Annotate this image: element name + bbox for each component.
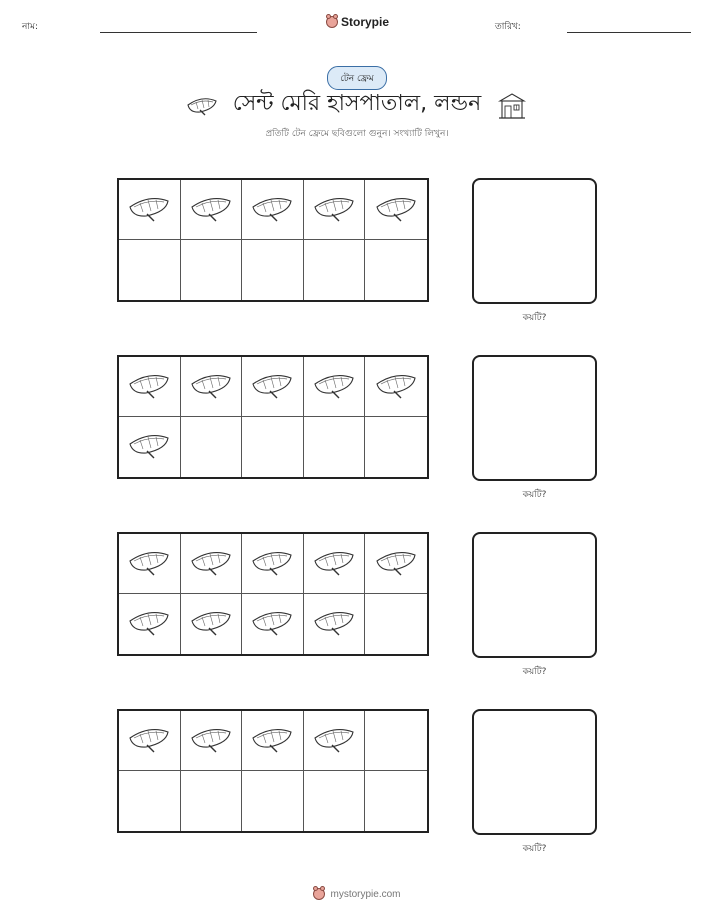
name-line[interactable] <box>100 32 257 33</box>
how-many-label: কয়টি? <box>522 844 547 854</box>
ten-frame-3 <box>117 532 429 656</box>
frame-cell <box>181 771 243 831</box>
ten-frame-2 <box>117 355 429 479</box>
rowboat-icon <box>127 608 171 640</box>
bear-icon <box>326 16 338 28</box>
name-label: নাম: <box>22 22 39 32</box>
frame-cell <box>119 771 181 831</box>
frame-cell <box>119 417 181 477</box>
answer-box-1[interactable] <box>472 178 597 304</box>
ten-frame-1 <box>117 178 429 302</box>
rowboat-icon <box>374 548 418 580</box>
rowboat-icon <box>250 371 294 403</box>
rowboat-icon <box>189 608 233 640</box>
frame-cell <box>119 357 181 417</box>
frame-cell <box>304 594 366 654</box>
page-title: সেন্ট মেরি হাসপাতাল, লন্ডন <box>232 91 482 116</box>
frame-cell <box>304 534 366 594</box>
rowboat-icon <box>250 194 294 226</box>
rowboat-icon <box>312 548 356 580</box>
hospital-building-icon <box>497 92 527 120</box>
rowboat-icon <box>250 725 294 757</box>
rowboat-icon <box>374 194 418 226</box>
rowboat-icon <box>127 725 171 757</box>
rowboat-icon <box>312 371 356 403</box>
frame-cell <box>242 240 304 300</box>
footer <box>0 888 714 900</box>
frame-cell <box>304 711 366 771</box>
rowboat-icon <box>127 371 171 403</box>
frame-cell <box>119 711 181 771</box>
frame-cell <box>242 417 304 477</box>
how-many-label: কয়টি? <box>522 490 547 500</box>
rowboat-icon <box>189 725 233 757</box>
frame-cell <box>304 357 366 417</box>
frame-cell <box>242 711 304 771</box>
answer-box-4[interactable] <box>472 709 597 835</box>
rowboat-icon <box>250 548 294 580</box>
frame-cell <box>242 357 304 417</box>
rowboat-icon <box>189 548 233 580</box>
frame-cell <box>181 357 243 417</box>
frame-cell <box>119 240 181 300</box>
frame-cell <box>242 771 304 831</box>
instructions: প্রতিটি টেন ফ্রেমে ছবিগুলো গুনুন। সংখ্যাটি লিখুন। <box>265 129 449 139</box>
frame-cell <box>242 534 304 594</box>
rowboat-icon <box>312 608 356 640</box>
bear-icon <box>313 888 325 900</box>
frame-cell <box>181 594 243 654</box>
rowboat-icon <box>189 371 233 403</box>
rowboat-icon <box>250 608 294 640</box>
frame-cell <box>119 180 181 240</box>
frame-cell <box>365 771 427 831</box>
date-label: তারিখ: <box>495 22 521 32</box>
frame-cell <box>119 594 181 654</box>
frame-cell <box>242 594 304 654</box>
frame-cell <box>365 534 427 594</box>
rowboat-icon <box>127 194 171 226</box>
storypie-logo <box>326 15 389 29</box>
frame-cell <box>304 180 366 240</box>
how-many-label: কয়টি? <box>522 313 547 323</box>
footer-url[interactable]: mystorypie.com <box>330 888 401 900</box>
ten-frame-4 <box>117 709 429 833</box>
frame-cell <box>365 711 427 771</box>
frame-cell <box>304 771 366 831</box>
frame-cell <box>119 534 181 594</box>
frame-cell <box>365 240 427 300</box>
date-line[interactable] <box>567 32 691 33</box>
frame-cell <box>181 711 243 771</box>
rowboat-icon <box>127 548 171 580</box>
frame-cell <box>242 180 304 240</box>
ten-frame-badge: টেন ফ্রেম <box>327 66 387 90</box>
frame-cell <box>304 417 366 477</box>
rowboat-icon <box>374 371 418 403</box>
frame-cell <box>365 180 427 240</box>
brand-name: Storypie <box>341 15 390 29</box>
rowboat-icon <box>189 194 233 226</box>
frame-cell <box>181 534 243 594</box>
rowboat-icon <box>312 725 356 757</box>
answer-box-2[interactable] <box>472 355 597 481</box>
frame-cell <box>181 417 243 477</box>
frame-cell <box>304 240 366 300</box>
frame-cell <box>181 240 243 300</box>
frame-cell <box>181 180 243 240</box>
rowboat-icon <box>127 431 171 463</box>
how-many-label: কয়টি? <box>522 667 547 677</box>
frame-cell <box>365 594 427 654</box>
frame-cell <box>365 357 427 417</box>
frame-cell <box>365 417 427 477</box>
rowboat-icon <box>312 194 356 226</box>
answer-box-3[interactable] <box>472 532 597 658</box>
